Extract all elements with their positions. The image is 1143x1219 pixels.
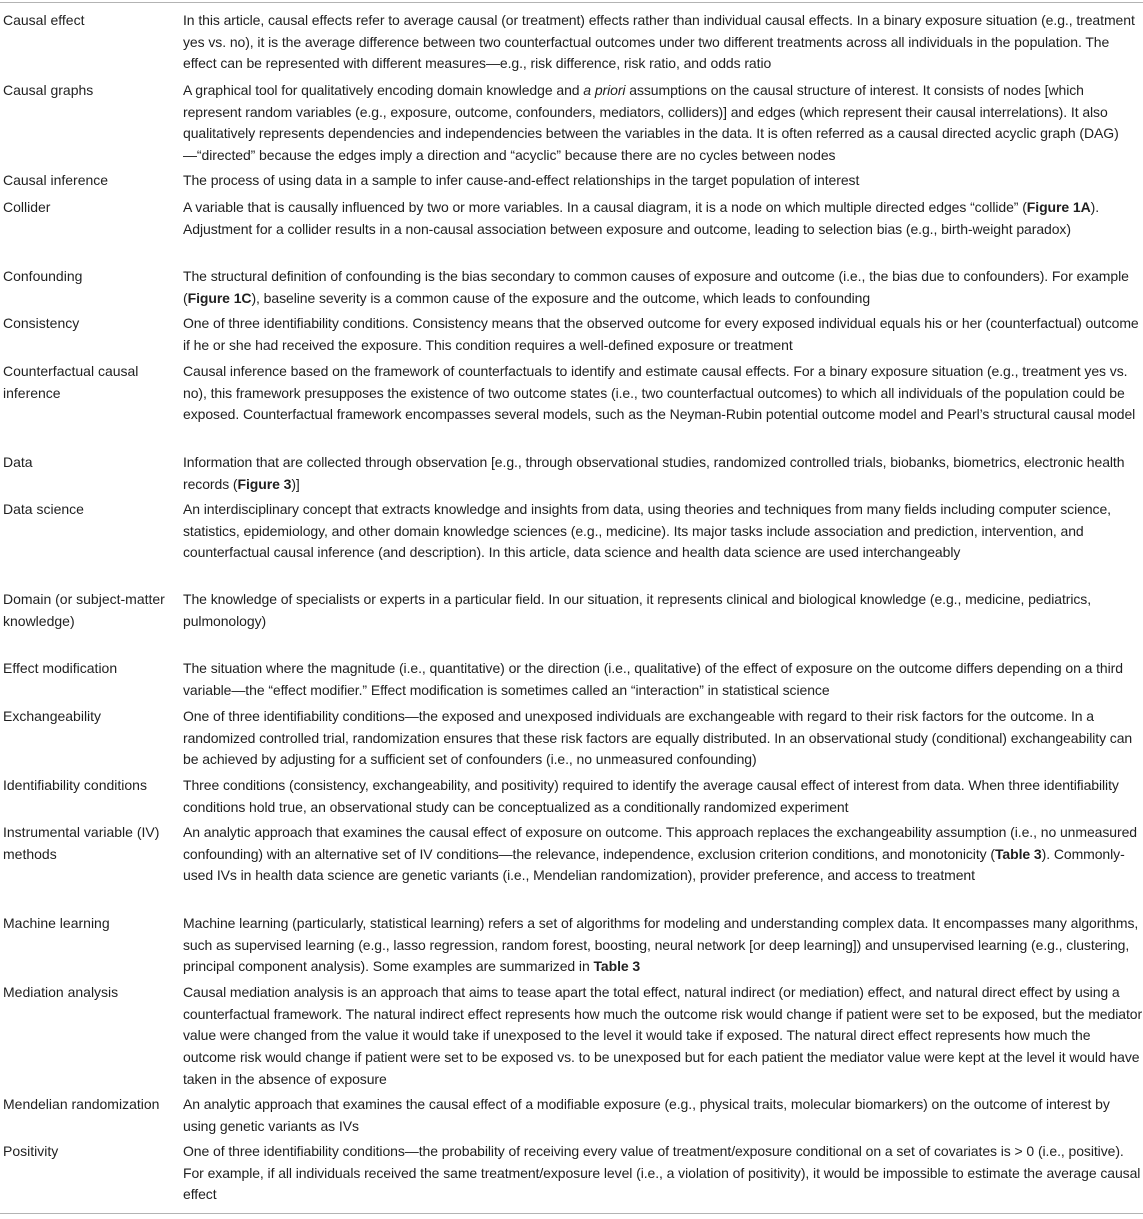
glossary-term: Confounding (3, 268, 83, 284)
glossary-definition: Causal mediation analysis is an approach that aims to tease apart the total effect, natural indirect (or mediation) effect, and natural direct effect by using a counterfactual framework. The natural indirect effect represents how much the outcome risk would change if patient were set to be exposed, but the mediator value were changed from the value it would take if unexposed to the level it would take if exposed. The natural direct effect represents how much the outcome risk would change if patient were set to be exposed vs. to be unexposed but for each patient the mediator value were kept at the level it would have taken in the absence of exposure (183, 984, 1143, 1087)
glossary-definition: In this article, causal effects refer to average causal (or treatment) effects rather than individual causal effects. In a binary exposure situation (e.g., treatment yes vs. no), it is the average difference between two counterfactual outcomes under two different treatments across all individuals in the population. The effect can be represented with different measures—e.g., risk difference, risk ratio, and odds ratio (183, 12, 1135, 72)
glossary-definition: One of three identifiability conditions. Consistency means that the observed outcome for every exposed individual equals his or her (counterfactual) outcome if he or she had received the exposure. This condition requires a well-defined exposure or treatment (183, 315, 1139, 353)
figure-reference: Figure 1C (187, 289, 252, 306)
glossary-term: Causal effect (3, 12, 85, 28)
glossary-definition: An analytic approach that examines the causal effect of exposure on outcome. This approach replaces the exchangeability assumption (i.e., no unmeasured confounding) with an alternative set of IV conditions—the relevance, independence, exclusion criterion conditions, and monotonicity (Table 3). Commonly-used IVs in health data science are genetic variants (i.e., Mendelian randomization), provider preference, and access to treatment (183, 824, 1137, 884)
figure-reference: Figure 3 (237, 475, 292, 492)
table-reference: Table 3 (994, 845, 1042, 862)
glossary-definition: Causal inference based on the framework of counterfactuals to identify and estimate causal effects. For a binary exposure situation (e.g., treatment yes vs. no), this framework presupposes the existence of two outcome states (i.e., two counterfactual outcomes) to which all individuals of the population could be exposed. Counterfactual framework encompasses several models, such as the Neyman-Rubin potential outcome model and Pearl’s structural causal model (183, 363, 1136, 423)
glossary-definition: The knowledge of specialists or experts in a particular field. In our situation, it represents clinical and biological knowledge (e.g., medicine, pediatrics, pulmonology) (183, 591, 1092, 629)
glossary-definition: A graphical tool for qualitatively encoding domain knowledge and a priori assumptions on the causal structure of interest. It consists of nodes [which represent random variables (e.g., exposure, outcome, confounders, mediators, colliders)] and edges (which represent their causal interrelations). It also qualitatively represents dependencies and independencies between the variables in the data. It is often referred as a causal directed acyclic graph (DAG)—“directed” because the edges imply a direction and “acyclic” because there are no cycles between nodes (183, 82, 1119, 164)
glossary-term: Mendelian randomization (3, 1096, 160, 1112)
glossary-term: Positivity (3, 1143, 59, 1159)
glossary-definition: Machine learning (particularly, statistical learning) refers a set of algorithms for modeling and understanding complex data. It encompasses many algorithms, such as supervised learning (e.g., lasso regression, random forest, boosting, neural network [or deep learning]) and unsupervised learning (e.g., clustering, principal component analysis). Some examples are summarized in Table 3 (183, 915, 1139, 975)
glossary-definition: The process of using data in a sample to infer cause-and-effect relationships in the target population of interest (183, 172, 860, 188)
glossary-definition: One of three identifiability conditions—the exposed and unexposed individuals are exchangeable with regard to their risk factors for the outcome. In a randomized controlled trial, randomization ensures that these risk factors are equally distributed. In an observational study (conditional) exchangeability can be achieved by adjusting for a sufficient set of confounders (i.e., no unmeasured confounding) (183, 708, 1133, 768)
glossary-definition: An analytic approach that examines the causal effect of a modifiable exposure (e.g., physical traits, molecular biomarkers) on the outcome of interest by using genetic variants as IVs (183, 1096, 1110, 1134)
glossary-term: Domain (or subject-matter knowledge) (3, 591, 165, 629)
glossary-term: Identifiability conditions (3, 777, 147, 793)
glossary-definition: A variable that is causally influenced by two or more variables. In a causal diagram, it is a node on which multiple directed edges “collide” (Figure 1A). Adjustment for a collider results in a non-causal association between exposure and outcome, leading to selection bias (e.g., birth-weight paradox) (183, 199, 1100, 237)
glossary-term: Data science (3, 501, 84, 517)
glossary-term: Instrumental variable (IV) methods (3, 824, 160, 862)
glossary-term: Exchangeability (3, 708, 102, 724)
glossary-term: Machine learning (3, 915, 110, 931)
table-top-rule (0, 2, 1143, 3)
glossary-term: Consistency (3, 315, 80, 331)
glossary-definition: An interdisciplinary concept that extracts knowledge and insights from data, using theories and techniques from many fields including computer science, statistics, epidemiology, and other domain knowledge sciences (e.g., medicine). Its major tasks include association and prediction, intervention, and counterfactual causal inference (and description). In this article, data science and health data science are used interchangeably (183, 501, 1111, 561)
glossary-term: Causal graphs (3, 82, 94, 98)
glossary-definition: Information that are collected through observation [e.g., through observational studies, randomized controlled trials, biobanks, biometrics, electronic health records (Figure 3)] (183, 454, 1125, 492)
glossary-term: Data (3, 454, 33, 470)
glossary-definition: One of three identifiability conditions—the probability of receiving every value of treatment/exposure conditional on a set of covariates is > 0 (i.e., positive). For example, if all individuals received the same treatment/exposure level (i.e., a violation of positivity), it would be impossible to estimate the average causal effect (183, 1143, 1141, 1203)
figure-reference: Figure 1A (1026, 199, 1091, 215)
glossary-definition: Three conditions (consistency, exchangeability, and positivity) required to identify the average causal effect of interest from data. When three identifiability conditions hold true, an observational study can be conceptualized as a conditionally randomized experiment (183, 777, 1119, 815)
glossary-term: Effect modification (3, 660, 118, 676)
glossary-term: Collider (3, 199, 51, 215)
glossary-definition: The structural definition of confounding is the bias secondary to common causes of exposure and outcome (i.e., the bias due to confounders). For example (Figure 1C), baseline severity is a common cause of the exposure and the outcome, which leads to confounding (183, 268, 1129, 306)
table-reference: Table 3 (593, 958, 641, 975)
glossary-term: Causal inference (3, 172, 109, 188)
emphasis-text: a priori (583, 82, 626, 98)
table-bottom-rule (0, 1213, 1143, 1214)
glossary-term: Counterfactual causal inference (3, 363, 139, 401)
glossary-definition: The situation where the magnitude (i.e., quantitative) or the direction (i.e., qualitative) of the effect of exposure on the outcome differs depending on a third variable—the “effect modifier.” Effect modification is sometimes called an “interaction” in statistical science (183, 660, 1123, 698)
glossary-term: Mediation analysis (3, 984, 119, 1000)
